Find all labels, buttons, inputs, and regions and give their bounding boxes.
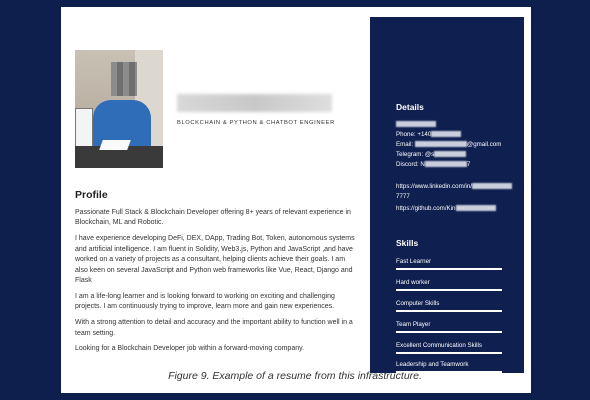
skill-label: Team Player	[396, 321, 431, 328]
skill-bar	[396, 352, 502, 354]
profile-heading: Profile	[75, 189, 108, 201]
redaction-blur	[456, 205, 496, 211]
profile-text	[75, 208, 357, 360]
details-heading: Details	[396, 102, 424, 112]
skill-bar	[396, 310, 502, 312]
profile-photo	[75, 50, 163, 168]
skill-item	[396, 258, 502, 270]
skill-label: Hard worker	[396, 279, 430, 286]
telegram-label: Telegram: @s	[396, 151, 435, 158]
detail-github[interactable]	[396, 205, 496, 213]
discord-suffix: 7	[466, 161, 471, 168]
resume-sheet	[61, 7, 531, 393]
detail-linkedin[interactable]	[396, 183, 512, 191]
discord-label: Discord: N	[396, 161, 425, 168]
skill-label: Excellent Communication Skills	[396, 342, 482, 349]
detail-email[interactable]	[396, 141, 501, 149]
profile-paragraph: I am a life-long learner and is looking forward to working on exciting and challenging projects. I am continuously trying to improve, learn more and gain new experiences.	[75, 292, 335, 311]
photo-monitor	[75, 108, 93, 148]
skill-label: Fast Learner	[396, 258, 432, 265]
detail-discord[interactable]	[396, 161, 470, 169]
photo-pixelated-face	[111, 62, 137, 96]
skill-item	[396, 342, 502, 354]
redaction-blur	[431, 131, 461, 137]
detail-telegram[interactable]	[396, 151, 466, 159]
skill-item	[396, 279, 502, 291]
skill-label: Computer Skills	[396, 300, 440, 307]
figure-caption: Figure 9. Example of a resume from this infrastructure.	[168, 370, 422, 382]
photo-paper	[99, 140, 131, 150]
skill-bar	[396, 289, 502, 291]
profile-paragraph: Looking for a Blockchain Developer job within a forward-moving company.	[75, 345, 305, 353]
detail-linkedin-cont: 7777	[396, 193, 410, 200]
redaction-blur	[396, 121, 436, 127]
github-url: https://github.com/Kin	[396, 205, 456, 212]
redaction-blur	[425, 161, 467, 167]
skill-label: Leadership and Teamwork	[396, 361, 469, 368]
job-tagline: BLOCKCHAIN & PYTHON & CHATBOT ENGINEER	[177, 120, 335, 126]
redacted-location	[396, 121, 436, 129]
email-domain: @gmail.com	[466, 141, 502, 148]
profile-paragraph: I have experience developing DeFi, DEX, DApp, Trading Bot, Token, autonomous systems and artificial intelligence. I am fluent in Solidity, Web3.js, Python and JavaScript ,and have worked on a variety of projects as a consultant, helping clients achieve their goals. I am also keen on several JavaScript and Python web frameworks like Vue, React, Django and Flask	[75, 235, 355, 284]
linkedin-url: https://www.linkedin.com/in/	[396, 183, 472, 190]
profile-paragraph: With a strong attention to detail and accuracy and the important ability to function well in a team setting.	[75, 319, 353, 337]
profile-paragraph: Passionate Full Stack & Blockchain Developer offering 8+ years of relevant experience in Blockchain, ML and Robotic.	[75, 209, 351, 227]
skills-heading: Skills	[396, 238, 419, 248]
email-label: Email:	[396, 141, 415, 148]
redaction-blur	[415, 141, 467, 147]
redaction-blur	[472, 183, 512, 189]
redaction-blur	[434, 151, 466, 157]
skill-item	[396, 300, 502, 312]
skill-bar	[396, 331, 502, 333]
redacted-name	[177, 94, 332, 112]
detail-phone	[396, 131, 461, 139]
resume-sidebar	[370, 17, 524, 373]
phone-label: Phone: +140	[396, 131, 432, 138]
skill-bar	[396, 268, 502, 270]
skill-item	[396, 321, 502, 333]
